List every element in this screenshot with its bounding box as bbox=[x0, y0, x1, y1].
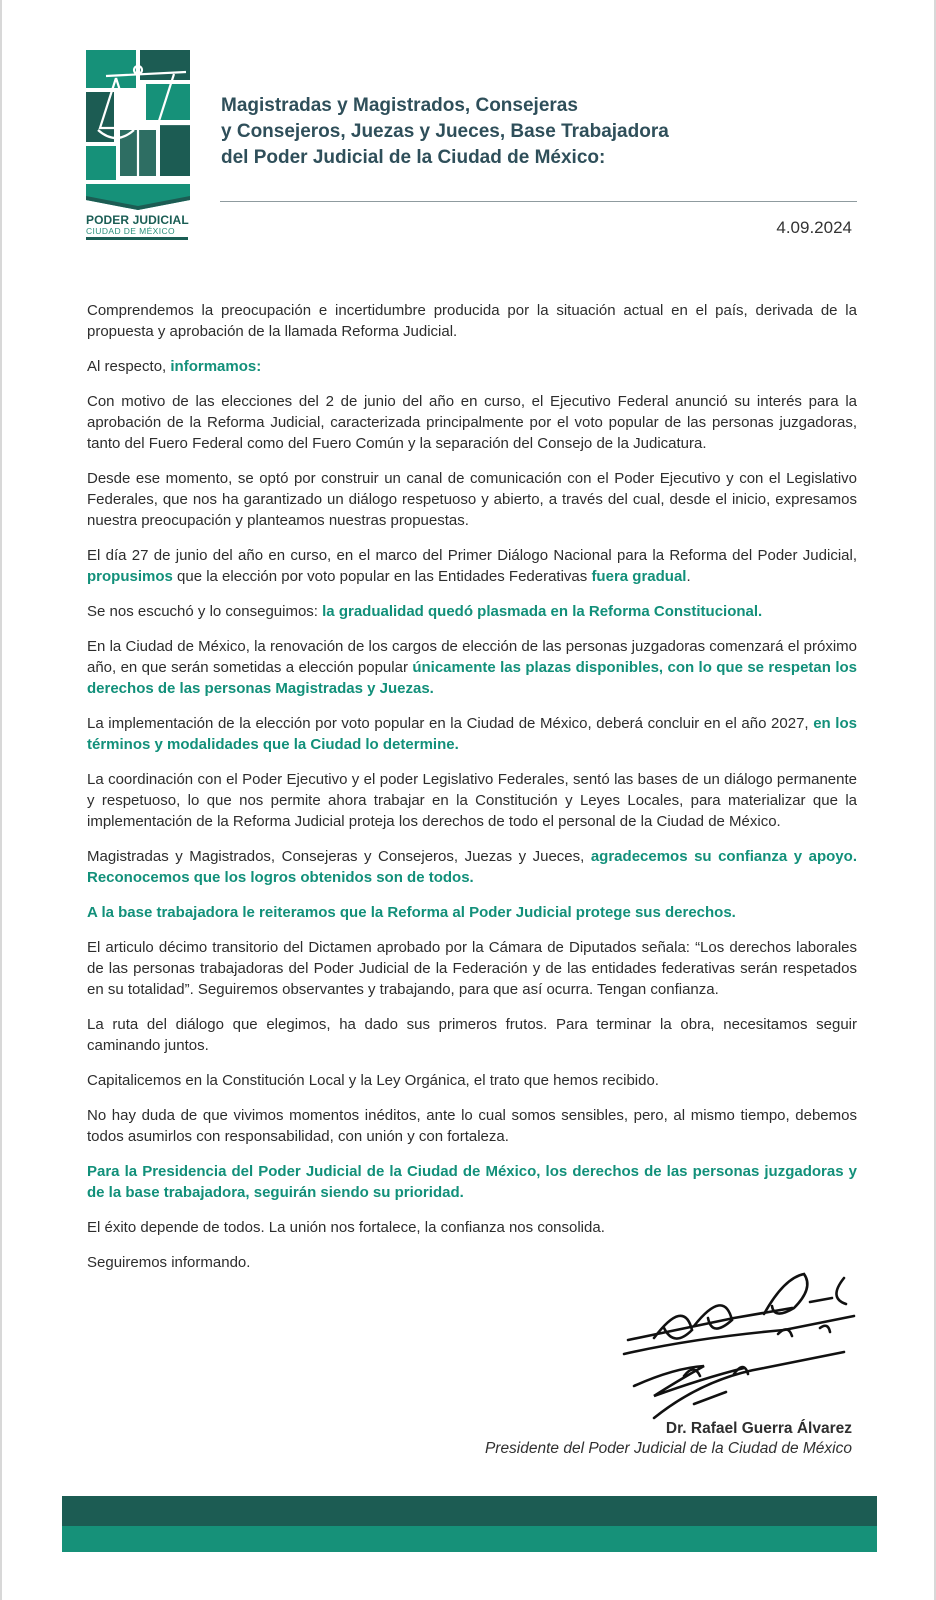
paragraph-16: Para la Presidencia del Poder Judicial de la Ciudad de México, los derechos de las personas juzgadoras y de la base trabajadora, seguirán siendo su prioridad. bbox=[87, 1163, 857, 1201]
footer-band-light bbox=[62, 1526, 877, 1552]
signer-name: Dr. Rafael Guerra Álvarez bbox=[665, 1420, 852, 1437]
paragraph-9: La coordinación con el Poder Ejecutivo y el poder Legislativo Federales, sentó las bases de un diálogo permanente y respetuoso, lo que nos permite ahora trabajar en la Constitución y Leyes Locales, para materializar que la implementación de la Reforma Judicial proteja los derechos de todo el personal de la Ciudad de México. bbox=[87, 771, 857, 830]
paragraph-7: En la Ciudad de México, la renovación de los cargos de elección de las personas juzgadoras comenzará el próximo año, en que serán sometidas a elección popular únicamente las plazas disponibles, con lo que se respetan los derechos de las personas Magistradas y Juezas. bbox=[87, 638, 857, 697]
paragraph-8: La implementación de la elección por voto popular en la Ciudad de México, deberá concluir en el año 2027, en los términos y modalidades que la Ciudad lo determine. bbox=[87, 715, 857, 753]
logo-underline bbox=[86, 237, 188, 240]
paragraph-14: Capitalicemos en la Constitución Local y la Ley Orgánica, el trato que hemos recibido. bbox=[87, 1072, 659, 1089]
letter-body bbox=[87, 300, 857, 1287]
paragraph-11: A la base trabajadora le reiteramos que la Reforma al Poder Judicial protege sus derechos. bbox=[87, 904, 736, 921]
paragraph-10: Magistradas y Magistrados, Consejeras y Consejeros, Juezas y Jueces, agradecemos su confianza y apoyo. Reconocemos que los logros obtenidos son de todos. bbox=[87, 848, 857, 886]
paragraph-6: Se nos escuchó y lo conseguimos: la gradualidad quedó plasmada en la Reforma Constitucional. bbox=[87, 603, 763, 620]
paragraph-4: Desde ese momento, se optó por construir un canal de comunicación con el Poder Ejecutivo y con el Legislativo Federales, que nos ha garantizado un diálogo respetuoso y abierto, a través del cual, desde el inicio, expresamos nuestra preocupación y planteamos nuestras propuestas. bbox=[87, 470, 857, 529]
signer-title: Presidente del Poder Judicial de la Ciudad de México bbox=[484, 1440, 852, 1457]
paragraph-18: Seguiremos informando. bbox=[87, 1254, 251, 1271]
paragraph-17: El éxito depende de todos. La unión nos fortalece, la confianza nos consolida. bbox=[87, 1219, 605, 1236]
heading-line-3: del Poder Judicial de la Ciudad de México: bbox=[221, 147, 606, 168]
paragraph-2: Al respecto, informamos: bbox=[87, 358, 262, 375]
logo-subtitle: CIUDAD DE MÉXICO bbox=[86, 226, 176, 236]
paragraph-15: No hay duda de que vivimos momentos inéditos, ante lo cual somos sensibles, pero, al mismo tiempo, debemos todos asumirlos con responsabilidad, con unión y con fortaleza. bbox=[87, 1107, 857, 1145]
paragraph-1: Comprendemos la preocupación e incertidumbre producida por la situación actual en el país, derivada de la propuesta y aprobación de la llamada Reforma Judicial. bbox=[87, 302, 857, 340]
heading-line-2: y Consejeros, Juezas y Jueces, Base Trabajadora bbox=[221, 121, 669, 142]
paragraph-3: Con motivo de las elecciones del 2 de junio del año en curso, el Ejecutivo Federal anunció su interés para la aprobación de la Reforma Judicial, caracterizada principalmente por el voto popular de las personas juzgadoras, tanto del Fuero Federal como del Fuero Común y la separación del Consejo de la Judicatura. bbox=[87, 393, 857, 452]
paragraph-13: La ruta del diálogo que elegimos, ha dado sus primeros frutos. Para terminar la obra, necesitamos seguir caminando juntos. bbox=[87, 1016, 857, 1054]
heading-divider bbox=[220, 201, 857, 202]
footer-band-dark bbox=[62, 1496, 877, 1526]
paragraph-12: El articulo décimo transitorio del Dictamen aprobado por la Cámara de Diputados señala: “Los derechos laborales de las personas trabajadoras del Poder Judicial de la Federación y de las entidades federativas serán respetados en su totalidad”. Seguiremos observantes y trabajando, para que así ocurra. Tengan confianza. bbox=[87, 939, 857, 998]
letter-date: 4.09.2024 bbox=[776, 218, 852, 237]
heading-line-1: Magistradas y Magistrados, Consejeras bbox=[221, 95, 578, 116]
paragraph-5: El día 27 de junio del año en curso, en el marco del Primer Diálogo Nacional para la Reforma del Poder Judicial, propusimos que la elección por voto popular en las Entidades Federativas fuera gradual. bbox=[87, 547, 857, 585]
letter-heading bbox=[221, 93, 781, 171]
logo-name: PODER JUDICIAL bbox=[86, 213, 189, 227]
